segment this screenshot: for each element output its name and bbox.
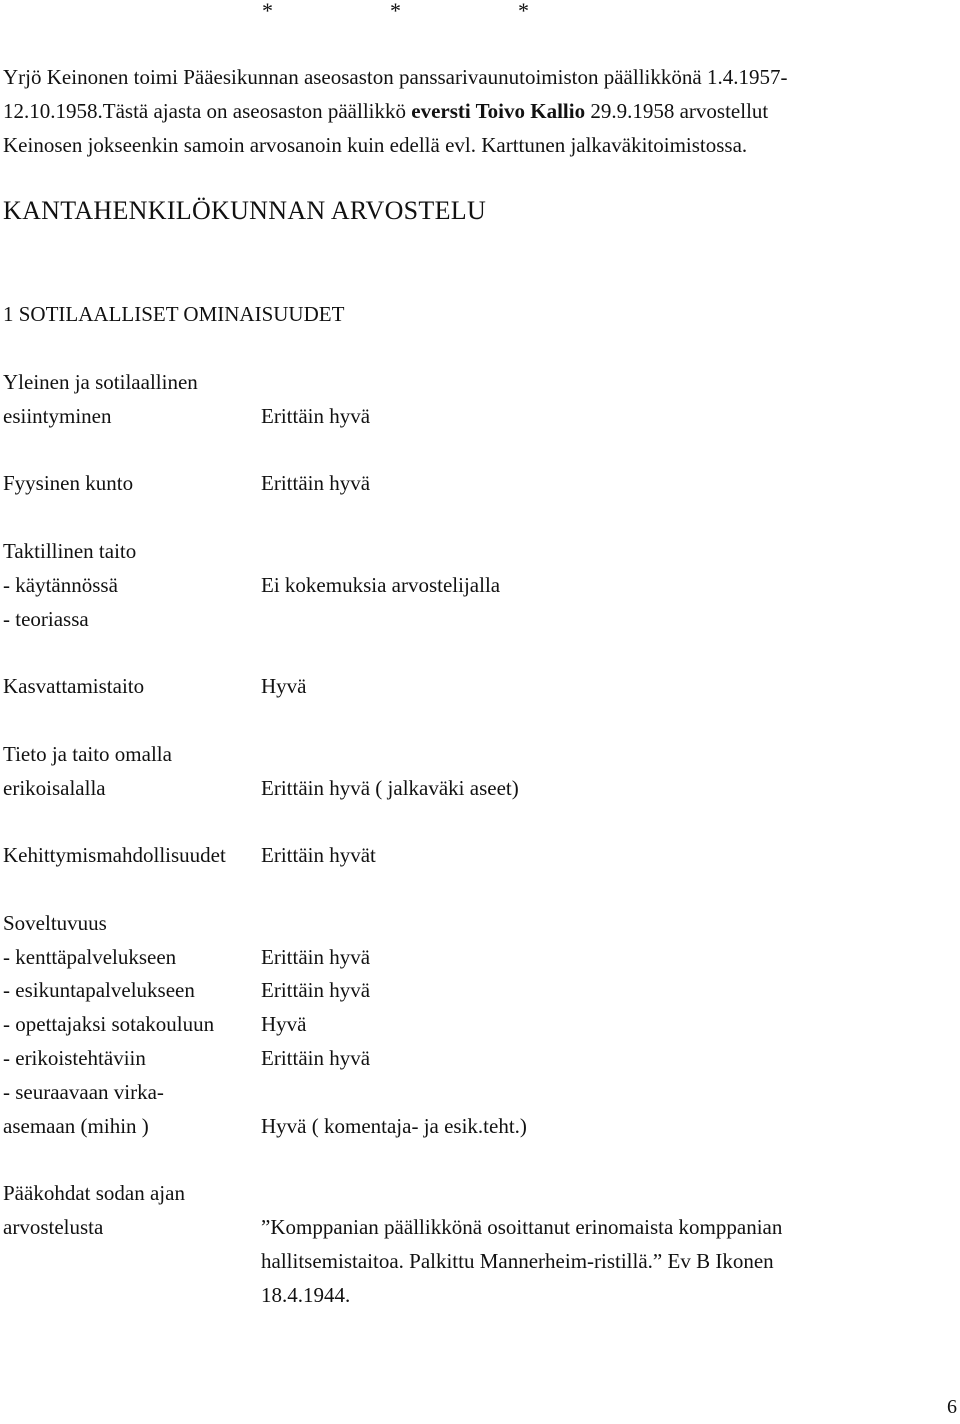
row-value: Erittäin hyvä ( jalkaväki aseet) [261, 776, 519, 800]
row-label: Soveltuvuus [3, 911, 107, 935]
separator-star: * [518, 0, 529, 23]
quote-line: ”Komppanian päällikkönä osoittanut erinomaista komppanian [261, 1215, 783, 1239]
row-value: Hyvä [261, 1012, 307, 1036]
row-value: Erittäin hyvä [261, 404, 371, 428]
row-value: Erittäin hyvä [261, 1046, 371, 1070]
row-value: Erittäin hyvä [261, 471, 371, 495]
intro-line [3, 94, 943, 128]
quote-line: 18.4.1944. [261, 1283, 351, 1307]
document-heading: KANTAHENKILÖKUNNAN ARVOSTELU [3, 196, 487, 225]
row-sublabel: - teoriassa [3, 607, 89, 631]
row-sublabel: - esikuntapalvelukseen [3, 978, 195, 1002]
intro-text: 29.9.1958 arvostellut [585, 99, 769, 123]
row-label: Yleinen ja sotilaallinen [3, 370, 198, 394]
intro-line: Yrjö Keinonen toimi Pääesikunnan aseosaston panssarivaunutoimiston päällikkönä 1.4.1957- [3, 65, 788, 89]
row-sublabel: - käytännössä [3, 573, 118, 597]
row-sublabel: asemaan (mihin ) [3, 1114, 149, 1138]
row-value: Hyvä ( komentaja- ja esik.teht.) [261, 1114, 527, 1138]
row-label: Pääkohdat sodan ajan [3, 1181, 185, 1205]
row-label: esiintyminen [3, 404, 112, 428]
row-label: Kasvattamistaito [3, 674, 145, 698]
row-label: Tieto ja taito omalla [3, 742, 172, 766]
row-value: Hyvä [261, 674, 307, 698]
row-label: Kehittymismahdollisuudet [3, 843, 226, 867]
separator-star: * [262, 0, 273, 23]
row-sublabel: - opettajaksi sotakouluun [3, 1012, 215, 1036]
row-value: Erittäin hyvä [261, 945, 371, 969]
row-value: Ei kokemuksia arvostelijalla [261, 573, 501, 597]
intro-line: Keinosen jokseenkin samoin arvosanoin kuin edellä evl. Karttunen jalkaväkitoimistossa. [3, 133, 748, 157]
intro-text: 12.10.1958.Tästä ajasta on aseosaston päällikkö [3, 99, 412, 123]
row-sublabel: - kenttäpalvelukseen [3, 945, 177, 969]
row-value: Erittäin hyvät [261, 843, 376, 867]
separator-star: * [390, 0, 401, 23]
section-title: 1 SOTILAALLISET OMINAISUUDET [3, 302, 345, 326]
row-sublabel: - erikoistehtäviin [3, 1046, 146, 1070]
intro-bold-name: eversti Toivo Kallio [411, 99, 586, 123]
row-sublabel: - seuraavaan virka- [3, 1080, 164, 1104]
row-label: Taktillinen taito [3, 539, 137, 563]
quote-line: hallitsemistaitoa. Palkittu Mannerheim-ristillä.” Ev B Ikonen [261, 1249, 774, 1273]
intro-paragraph [3, 60, 943, 162]
row-label: arvostelusta [3, 1215, 104, 1239]
row-label: erikoisalalla [3, 776, 106, 800]
page-number: 6 [947, 1396, 957, 1418]
row-label: Fyysinen kunto [3, 471, 134, 495]
row-value: Erittäin hyvä [261, 978, 371, 1002]
